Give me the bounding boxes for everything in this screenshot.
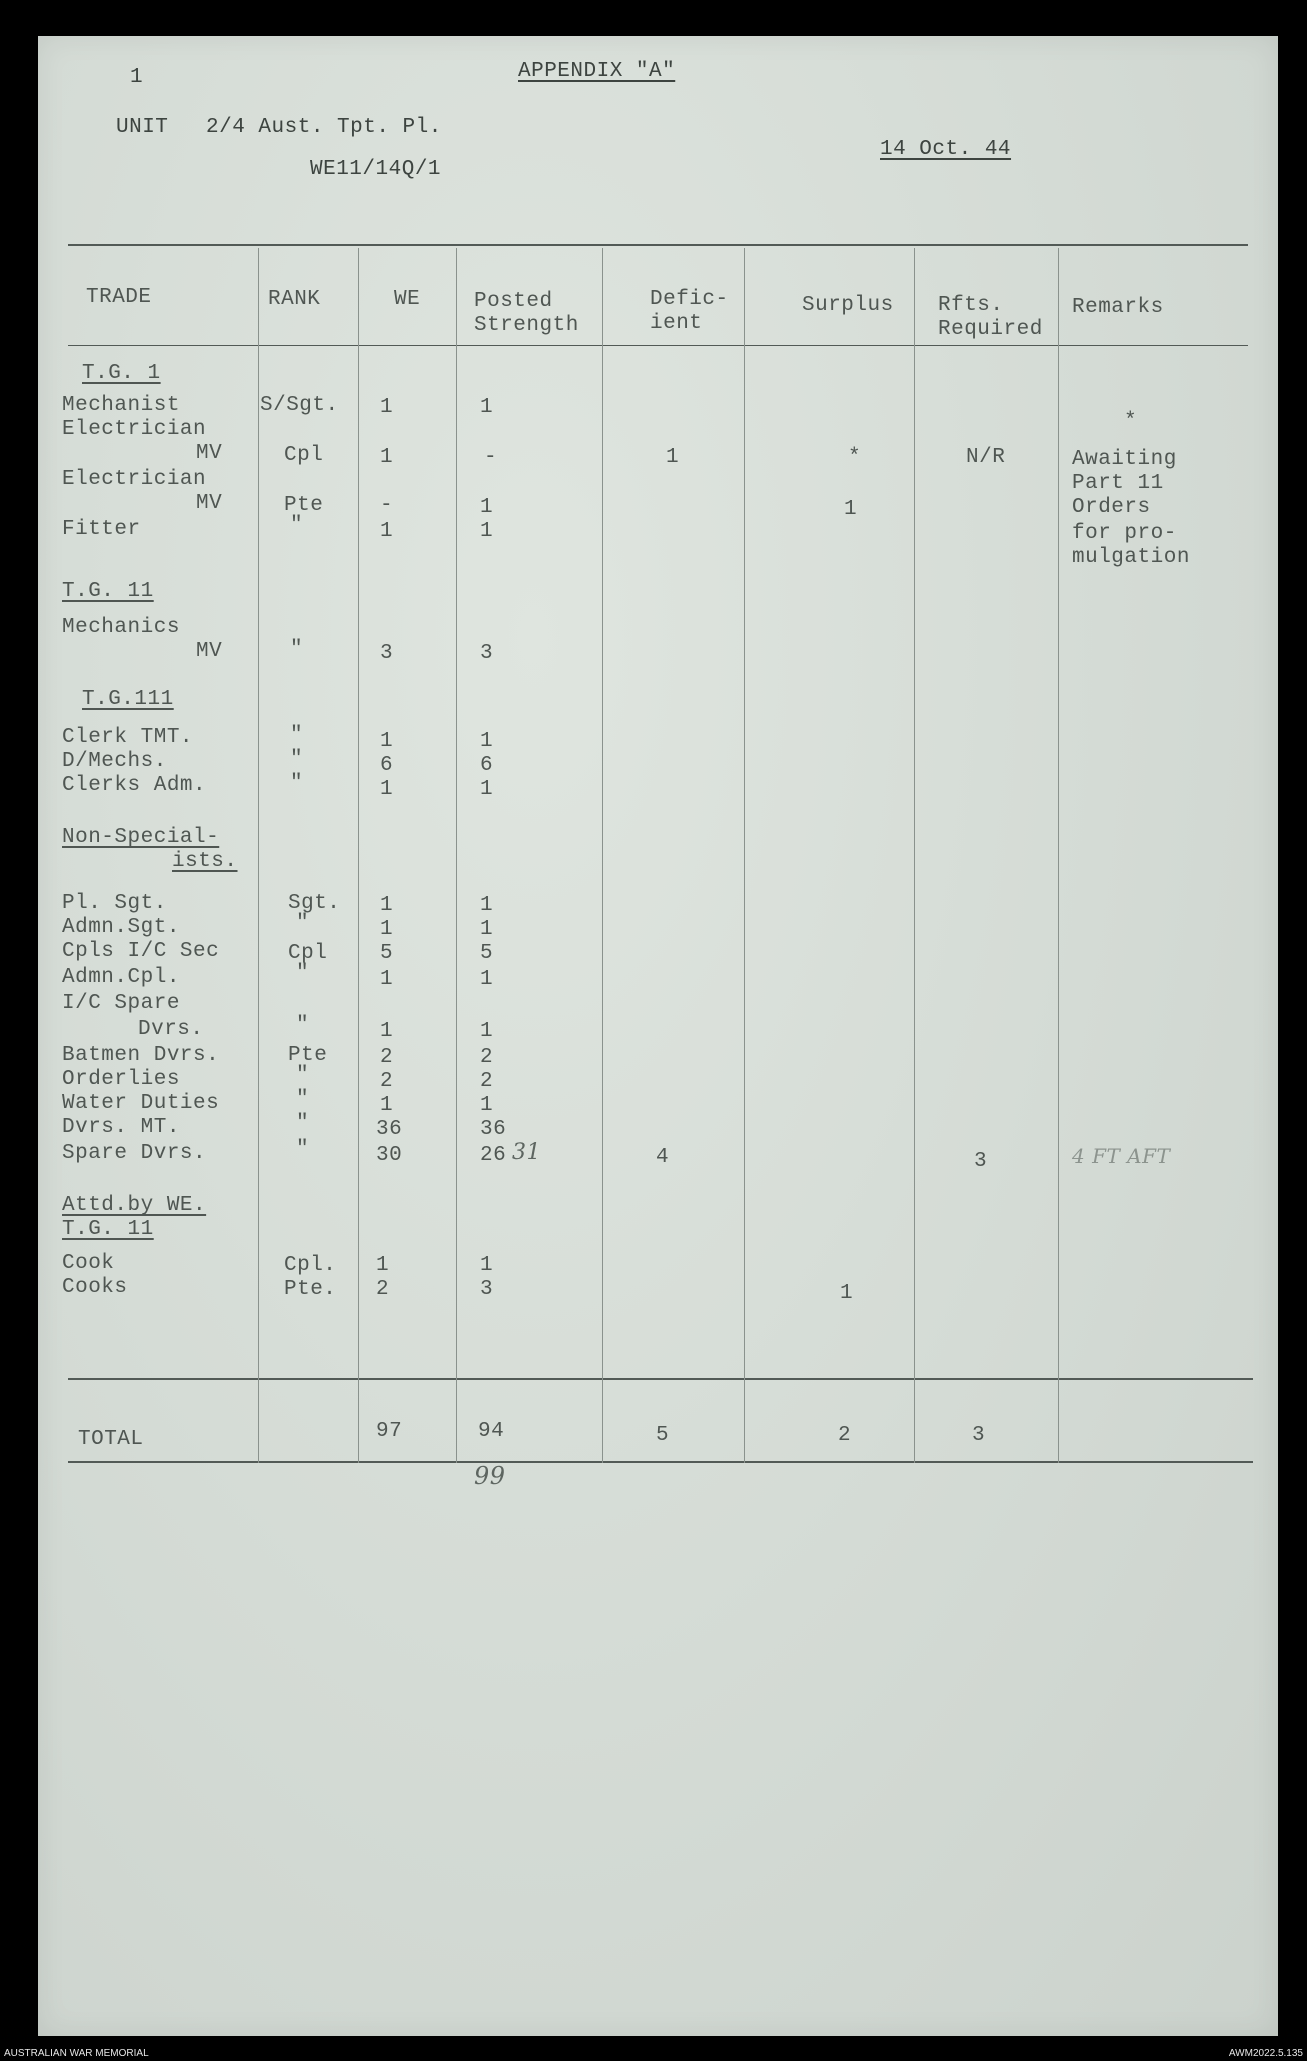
trade-clerk-tmt: Clerk TMT. bbox=[62, 726, 194, 749]
header-bottom-rule bbox=[68, 345, 1248, 346]
trade-pl-sgt: Pl. Sgt. bbox=[62, 892, 167, 915]
rank-ic-spare: " bbox=[296, 1014, 310, 1037]
total-surplus: 2 bbox=[838, 1424, 852, 1447]
rank-clerk-tmt: " bbox=[290, 724, 304, 747]
table-bottom-rule bbox=[68, 1378, 1253, 1380]
group-tg1: T.G. 1 bbox=[82, 362, 161, 385]
trade-fitter: Fitter bbox=[62, 518, 141, 541]
posted-clerks-adm: 1 bbox=[480, 778, 494, 801]
rank-cooks: Pte. bbox=[284, 1278, 337, 1301]
trade-electrician-2: Electrician bbox=[62, 468, 207, 491]
header-posted-1: Posted bbox=[474, 290, 553, 313]
header-rfts-1: Rfts. bbox=[938, 294, 1004, 317]
trade-ic-spare-dvrs: Dvrs. bbox=[138, 1018, 204, 1041]
remarks-spare-dvrs-handwritten: 4 FT AFT bbox=[1072, 1144, 1171, 1168]
deficient-spare-dvrs: 4 bbox=[656, 1146, 670, 1169]
group-tg3: T.G.111 bbox=[82, 688, 174, 711]
column-divider bbox=[358, 248, 359, 1463]
we-electrician-1: 1 bbox=[380, 446, 394, 469]
rank-clerks-adm: " bbox=[290, 772, 304, 795]
we-dvrs-mt: 36 bbox=[376, 1118, 403, 1141]
posted-dvrs-mt: 36 bbox=[480, 1118, 507, 1141]
total-rule bbox=[68, 1461, 1253, 1463]
posted-batmen: 2 bbox=[480, 1046, 494, 1069]
document-date: 14 Oct. 44 bbox=[880, 138, 1012, 161]
header-rank: RANK bbox=[268, 288, 321, 311]
column-divider bbox=[744, 248, 745, 1463]
posted-clerk-tmt: 1 bbox=[480, 730, 494, 753]
column-divider bbox=[258, 248, 259, 1463]
remarks-line-5: mulgation bbox=[1072, 546, 1190, 569]
group-tg2: T.G. 11 bbox=[62, 580, 154, 603]
rank-fitter: " bbox=[290, 514, 304, 537]
rank-electrician-2: Pte bbox=[284, 494, 324, 517]
rank-admn-cpl: " bbox=[296, 962, 310, 985]
trade-mechanist: Mechanist bbox=[62, 394, 180, 417]
trade-admn-sgt: Admn.Sgt. bbox=[62, 916, 180, 939]
remarks-line-3: Orders bbox=[1072, 496, 1151, 519]
we-mechanist: 1 bbox=[380, 396, 394, 419]
posted-water-duties: 1 bbox=[480, 1094, 494, 1117]
trade-clerks-adm: Clerks Adm. bbox=[62, 774, 207, 797]
trade-cook: Cook bbox=[62, 1252, 115, 1275]
group-attached-tg: T.G. 11 bbox=[62, 1218, 154, 1241]
posted-orderlies: 2 bbox=[480, 1070, 494, 1093]
group-nonspecialists-2: ists. bbox=[172, 850, 238, 873]
rank-cpls-ic-sec: Cpl bbox=[288, 942, 328, 965]
we-spare-dvrs: 30 bbox=[376, 1144, 403, 1167]
rank-dmechs: " bbox=[290, 748, 304, 771]
posted-ic-spare: 1 bbox=[480, 1020, 494, 1043]
we-cook: 1 bbox=[376, 1254, 390, 1277]
remarks-asterisk: * bbox=[1124, 410, 1138, 433]
trade-cooks: Cooks bbox=[62, 1276, 128, 1299]
trade-electrician-1-mv: MV bbox=[196, 442, 223, 465]
posted-admn-cpl: 1 bbox=[480, 968, 494, 991]
rank-mechanics: " bbox=[290, 638, 304, 661]
total-deficient: 5 bbox=[656, 1424, 670, 1447]
we-cooks: 2 bbox=[376, 1278, 390, 1301]
document-page bbox=[38, 36, 1278, 2036]
posted-mechanist: 1 bbox=[480, 396, 494, 419]
posted-admn-sgt: 1 bbox=[480, 918, 494, 941]
header-we: WE bbox=[394, 288, 421, 311]
rank-dvrs-mt: " bbox=[296, 1112, 310, 1135]
appendix-title: APPENDIX "A" bbox=[518, 60, 676, 83]
we-batmen: 2 bbox=[380, 1046, 394, 1069]
we-ic-spare: 1 bbox=[380, 1020, 394, 1043]
header-remarks: Remarks bbox=[1072, 296, 1164, 319]
total-posted: 94 bbox=[478, 1420, 505, 1443]
surplus-electrician-1: * bbox=[848, 446, 862, 469]
we-mechanics: 3 bbox=[380, 642, 394, 665]
trade-dvrs-mt: Dvrs. MT. bbox=[62, 1116, 180, 1139]
trade-spare-dvrs: Spare Dvrs. bbox=[62, 1142, 207, 1165]
header-posted-2: Strength bbox=[474, 314, 579, 337]
unit-name: 2/4 Aust. Tpt. Pl. bbox=[206, 116, 442, 139]
posted-mechanics: 3 bbox=[480, 642, 494, 665]
rank-batmen: Pte bbox=[288, 1044, 328, 1067]
posted-dmechs: 6 bbox=[480, 754, 494, 777]
trade-mechanics-mv: MV bbox=[196, 640, 223, 663]
header-deficient-2: ient bbox=[650, 312, 703, 335]
rank-orderlies: " bbox=[296, 1064, 310, 1087]
deficient-electrician-1: 1 bbox=[666, 446, 680, 469]
posted-spare-dvrs-handwritten: 31 bbox=[512, 1140, 541, 1165]
remarks-line-1: Awaiting bbox=[1072, 448, 1177, 471]
total-rfts: 3 bbox=[972, 1424, 986, 1447]
posted-fitter: 1 bbox=[480, 520, 494, 543]
we-pl-sgt: 1 bbox=[380, 894, 394, 917]
we-admn-cpl: 1 bbox=[380, 968, 394, 991]
we-orderlies: 2 bbox=[380, 1070, 394, 1093]
header-surplus: Surplus bbox=[802, 294, 894, 317]
trade-ic-spare: I/C Spare bbox=[62, 992, 180, 1015]
we-fitter: 1 bbox=[380, 520, 394, 543]
rank-mechanist: S/Sgt. bbox=[260, 394, 339, 417]
unit-label: UNIT bbox=[116, 116, 169, 139]
trade-dmechs: D/Mechs. bbox=[62, 750, 167, 773]
posted-electrician-1: - bbox=[484, 446, 498, 469]
rank-pl-sgt: Sgt. bbox=[288, 892, 341, 915]
posted-cook: 1 bbox=[480, 1254, 494, 1277]
footer-source: AUSTRALIAN WAR MEMORIAL bbox=[4, 2048, 149, 2059]
we-cpls-ic-sec: 5 bbox=[380, 942, 394, 965]
posted-electrician-2: 1 bbox=[480, 496, 494, 519]
rank-spare-dvrs: " bbox=[296, 1138, 310, 1161]
footer-accession: AWM2022.5.135 bbox=[1228, 2048, 1303, 2059]
trade-cpls-ic-sec: Cpls I/C Sec bbox=[62, 940, 220, 963]
trade-mechanics: Mechanics bbox=[62, 616, 180, 639]
total-we: 97 bbox=[376, 1420, 403, 1443]
page-mark: 1 bbox=[130, 66, 144, 89]
trade-electrician-1: Electrician bbox=[62, 418, 207, 441]
header-rfts-2: Required bbox=[938, 318, 1043, 341]
we-reference: WE11/14Q/1 bbox=[310, 158, 442, 181]
total-label: TOTAL bbox=[78, 1428, 144, 1451]
we-electrician-2: - bbox=[380, 494, 394, 517]
remarks-line-2: Part 11 bbox=[1072, 472, 1164, 495]
column-divider bbox=[602, 248, 603, 1463]
trade-electrician-2-mv: MV bbox=[196, 492, 223, 515]
trade-orderlies: Orderlies bbox=[62, 1068, 180, 1091]
posted-spare-dvrs: 26 bbox=[480, 1144, 507, 1167]
rank-electrician-1: Cpl bbox=[284, 444, 324, 467]
trade-water-duties: Water Duties bbox=[62, 1092, 220, 1115]
rank-admn-sgt: " bbox=[296, 912, 310, 935]
table-top-rule bbox=[68, 244, 1248, 246]
posted-pl-sgt: 1 bbox=[480, 894, 494, 917]
we-admn-sgt: 1 bbox=[380, 918, 394, 941]
total-posted-handwritten: 99 bbox=[474, 1462, 506, 1490]
group-attached: Attd.by WE. bbox=[62, 1194, 207, 1217]
trade-admn-cpl: Admn.Cpl. bbox=[62, 966, 180, 989]
surplus-cooks: 1 bbox=[840, 1282, 854, 1305]
posted-cooks: 3 bbox=[480, 1278, 494, 1301]
remarks-line-4: for pro- bbox=[1072, 522, 1177, 545]
header-trade: TRADE bbox=[86, 286, 152, 309]
rank-cook: Cpl. bbox=[284, 1254, 337, 1277]
posted-cpls-ic-sec: 5 bbox=[480, 942, 494, 965]
column-divider bbox=[1058, 248, 1059, 1463]
we-clerks-adm: 1 bbox=[380, 778, 394, 801]
we-dmechs: 6 bbox=[380, 754, 394, 777]
we-clerk-tmt: 1 bbox=[380, 730, 394, 753]
group-nonspecialists-1: Non-Special- bbox=[62, 826, 220, 849]
column-divider bbox=[456, 248, 457, 1463]
rank-water-duties: " bbox=[296, 1088, 310, 1111]
rfts-spare-dvrs: 3 bbox=[974, 1150, 988, 1173]
trade-batmen: Batmen Dvrs. bbox=[62, 1044, 220, 1067]
we-water-duties: 1 bbox=[380, 1094, 394, 1117]
surplus-electrician-2: 1 bbox=[844, 498, 858, 521]
column-divider bbox=[914, 248, 915, 1463]
rfts-electrician-1: N/R bbox=[966, 446, 1006, 469]
header-deficient-1: Defic- bbox=[650, 288, 729, 311]
